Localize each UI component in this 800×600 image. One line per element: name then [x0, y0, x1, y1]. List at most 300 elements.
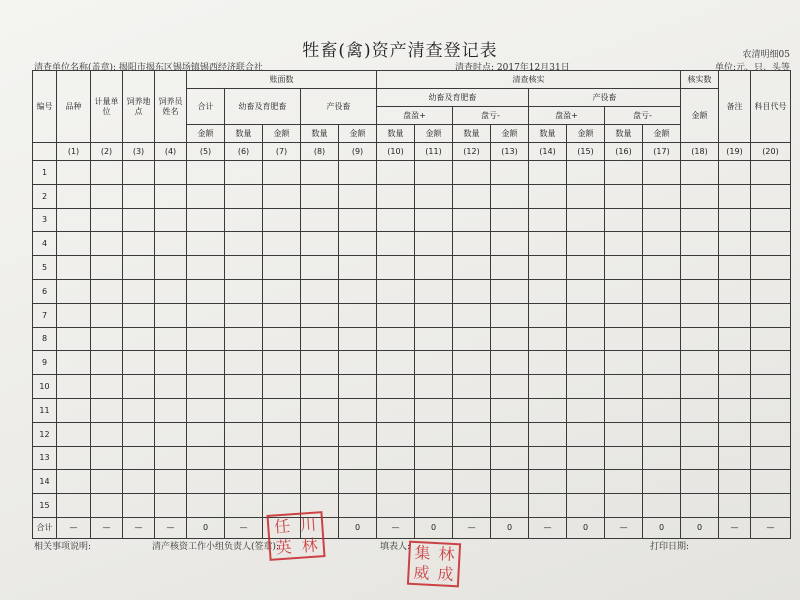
table-cell[interactable]	[605, 208, 643, 232]
table-cell[interactable]	[751, 256, 791, 280]
table-cell[interactable]	[751, 161, 791, 185]
table-cell[interactable]	[377, 279, 415, 303]
table-cell[interactable]	[263, 446, 301, 470]
table-cell[interactable]	[301, 279, 339, 303]
table-cell[interactable]	[681, 375, 719, 399]
table-cell[interactable]	[681, 398, 719, 422]
table-cell[interactable]	[57, 351, 91, 375]
table-cell[interactable]	[605, 184, 643, 208]
table-cell[interactable]	[91, 494, 123, 518]
table-cell[interactable]	[377, 494, 415, 518]
table-cell[interactable]	[91, 232, 123, 256]
table-cell[interactable]	[415, 470, 453, 494]
table-cell[interactable]	[57, 398, 91, 422]
table-cell[interactable]	[751, 375, 791, 399]
table-cell[interactable]	[301, 184, 339, 208]
table-cell[interactable]	[681, 232, 719, 256]
table-cell[interactable]	[339, 422, 377, 446]
table-cell[interactable]	[567, 375, 605, 399]
table-cell[interactable]	[187, 161, 225, 185]
table-cell[interactable]	[57, 375, 91, 399]
table-cell[interactable]	[605, 470, 643, 494]
table-cell[interactable]	[377, 232, 415, 256]
table-cell[interactable]	[529, 184, 567, 208]
table-cell[interactable]	[339, 303, 377, 327]
table-cell[interactable]	[123, 351, 155, 375]
table-cell[interactable]	[453, 494, 491, 518]
table-cell[interactable]	[339, 184, 377, 208]
table-cell[interactable]	[187, 351, 225, 375]
table-cell[interactable]	[225, 184, 263, 208]
table-cell[interactable]	[719, 470, 751, 494]
table-cell[interactable]	[155, 470, 187, 494]
table-cell[interactable]	[187, 375, 225, 399]
table-cell[interactable]	[643, 184, 681, 208]
table-cell[interactable]	[301, 303, 339, 327]
table-cell[interactable]	[155, 161, 187, 185]
table-cell[interactable]	[263, 161, 301, 185]
table-cell[interactable]	[225, 470, 263, 494]
table-cell[interactable]	[91, 161, 123, 185]
table-cell[interactable]	[123, 422, 155, 446]
table-cell[interactable]	[339, 327, 377, 351]
table-cell[interactable]	[377, 446, 415, 470]
table-cell[interactable]	[491, 398, 529, 422]
table-cell[interactable]	[567, 398, 605, 422]
table-cell[interactable]	[91, 375, 123, 399]
table-cell[interactable]	[719, 351, 751, 375]
table-cell[interactable]	[339, 279, 377, 303]
table-cell[interactable]	[187, 494, 225, 518]
table-cell[interactable]	[301, 470, 339, 494]
table-cell[interactable]	[187, 303, 225, 327]
table-cell[interactable]	[491, 303, 529, 327]
table-cell[interactable]	[187, 208, 225, 232]
table-cell[interactable]	[719, 184, 751, 208]
table-cell[interactable]	[91, 279, 123, 303]
table-cell[interactable]	[567, 327, 605, 351]
table-cell[interactable]	[751, 446, 791, 470]
table-cell[interactable]	[155, 375, 187, 399]
table-cell[interactable]	[57, 327, 91, 351]
table-cell[interactable]	[453, 279, 491, 303]
table-cell[interactable]	[453, 303, 491, 327]
table-cell[interactable]	[339, 398, 377, 422]
table-cell[interactable]	[339, 232, 377, 256]
table-cell[interactable]	[681, 494, 719, 518]
table-cell[interactable]	[187, 398, 225, 422]
table-cell[interactable]	[187, 184, 225, 208]
table-cell[interactable]	[415, 256, 453, 280]
table-cell[interactable]	[643, 446, 681, 470]
table-cell[interactable]	[377, 256, 415, 280]
table-cell[interactable]	[529, 446, 567, 470]
table-cell[interactable]	[719, 398, 751, 422]
table-cell[interactable]	[377, 303, 415, 327]
table-cell[interactable]	[453, 161, 491, 185]
table-cell[interactable]	[91, 398, 123, 422]
table-cell[interactable]	[605, 375, 643, 399]
table-cell[interactable]	[123, 232, 155, 256]
table-cell[interactable]	[529, 422, 567, 446]
table-cell[interactable]	[123, 184, 155, 208]
table-cell[interactable]	[415, 184, 453, 208]
table-cell[interactable]	[301, 208, 339, 232]
table-cell[interactable]	[301, 232, 339, 256]
table-cell[interactable]	[529, 279, 567, 303]
table-cell[interactable]	[415, 327, 453, 351]
table-cell[interactable]	[225, 398, 263, 422]
table-cell[interactable]	[339, 208, 377, 232]
table-cell[interactable]	[453, 184, 491, 208]
table-cell[interactable]	[57, 256, 91, 280]
table-cell[interactable]	[681, 446, 719, 470]
table-cell[interactable]	[377, 375, 415, 399]
table-cell[interactable]	[187, 279, 225, 303]
table-cell[interactable]	[301, 327, 339, 351]
table-cell[interactable]	[719, 494, 751, 518]
table-cell[interactable]	[453, 256, 491, 280]
table-cell[interactable]	[155, 446, 187, 470]
table-cell[interactable]	[643, 279, 681, 303]
table-cell[interactable]	[491, 279, 529, 303]
table-cell[interactable]	[719, 256, 751, 280]
table-cell[interactable]	[263, 303, 301, 327]
table-cell[interactable]	[681, 256, 719, 280]
table-cell[interactable]	[643, 398, 681, 422]
table-cell[interactable]	[415, 351, 453, 375]
table-cell[interactable]	[751, 184, 791, 208]
table-cell[interactable]	[123, 327, 155, 351]
table-cell[interactable]	[377, 327, 415, 351]
table-cell[interactable]	[529, 351, 567, 375]
table-cell[interactable]	[263, 279, 301, 303]
table-cell[interactable]	[681, 208, 719, 232]
table-cell[interactable]	[751, 422, 791, 446]
table-cell[interactable]	[529, 327, 567, 351]
table-cell[interactable]	[605, 232, 643, 256]
table-cell[interactable]	[225, 327, 263, 351]
table-cell[interactable]	[605, 351, 643, 375]
table-cell[interactable]	[751, 327, 791, 351]
table-cell[interactable]	[751, 279, 791, 303]
table-cell[interactable]	[155, 398, 187, 422]
table-cell[interactable]	[155, 256, 187, 280]
table-cell[interactable]	[567, 351, 605, 375]
table-cell[interactable]	[225, 494, 263, 518]
table-cell[interactable]	[415, 422, 453, 446]
table-cell[interactable]	[225, 232, 263, 256]
table-cell[interactable]	[719, 232, 751, 256]
table-cell[interactable]	[719, 422, 751, 446]
table-cell[interactable]	[263, 208, 301, 232]
table-cell[interactable]	[529, 256, 567, 280]
stamp-char: 威	[413, 562, 431, 583]
table-cell[interactable]	[529, 494, 567, 518]
table-cell[interactable]	[681, 184, 719, 208]
table-cell[interactable]	[263, 184, 301, 208]
table-cell[interactable]	[415, 446, 453, 470]
table-cell[interactable]	[91, 327, 123, 351]
table-cell[interactable]	[123, 208, 155, 232]
table-cell[interactable]	[339, 256, 377, 280]
table-cell[interactable]	[719, 303, 751, 327]
table-cell[interactable]	[339, 375, 377, 399]
table-cell[interactable]	[91, 208, 123, 232]
table-cell[interactable]	[57, 184, 91, 208]
table-cell[interactable]	[339, 494, 377, 518]
table-cell[interactable]	[491, 232, 529, 256]
table-cell[interactable]	[605, 494, 643, 518]
table-cell[interactable]	[415, 494, 453, 518]
table-cell[interactable]	[91, 470, 123, 494]
table-cell[interactable]	[605, 422, 643, 446]
table-cell[interactable]	[681, 470, 719, 494]
table-cell[interactable]	[529, 398, 567, 422]
table-cell[interactable]	[643, 470, 681, 494]
table-cell[interactable]	[643, 161, 681, 185]
table-cell[interactable]	[567, 470, 605, 494]
table-cell[interactable]	[155, 208, 187, 232]
table-cell[interactable]	[491, 327, 529, 351]
table-cell[interactable]	[155, 351, 187, 375]
table-cell[interactable]	[491, 184, 529, 208]
table-cell[interactable]	[57, 303, 91, 327]
table-cell[interactable]	[377, 184, 415, 208]
table-cell[interactable]	[377, 398, 415, 422]
table-cell[interactable]	[415, 161, 453, 185]
table-cell[interactable]	[529, 208, 567, 232]
table-cell[interactable]	[225, 422, 263, 446]
table-cell[interactable]	[263, 375, 301, 399]
table-cell[interactable]	[123, 279, 155, 303]
table-cell[interactable]	[453, 208, 491, 232]
table-cell[interactable]	[123, 256, 155, 280]
table-cell[interactable]	[263, 470, 301, 494]
table-cell[interactable]	[605, 446, 643, 470]
table-cell[interactable]	[301, 375, 339, 399]
table-cell[interactable]	[453, 398, 491, 422]
table-cell[interactable]	[263, 398, 301, 422]
table-cell[interactable]	[491, 208, 529, 232]
table-cell[interactable]	[643, 208, 681, 232]
table-cell[interactable]	[415, 375, 453, 399]
table-cell[interactable]	[377, 351, 415, 375]
table-cell[interactable]	[529, 161, 567, 185]
table-cell[interactable]	[123, 470, 155, 494]
table-cell[interactable]	[301, 422, 339, 446]
table-cell[interactable]	[377, 208, 415, 232]
table-cell[interactable]	[301, 256, 339, 280]
table-cell[interactable]	[605, 279, 643, 303]
table-cell[interactable]	[91, 422, 123, 446]
table-cell[interactable]	[187, 232, 225, 256]
table-cell[interactable]	[453, 375, 491, 399]
table-cell[interactable]	[751, 398, 791, 422]
table-cell[interactable]	[643, 422, 681, 446]
table-cell[interactable]	[123, 161, 155, 185]
table-cell[interactable]	[415, 232, 453, 256]
table-cell[interactable]	[91, 446, 123, 470]
table-cell[interactable]	[263, 422, 301, 446]
table-cell[interactable]	[415, 303, 453, 327]
table-cell[interactable]	[301, 398, 339, 422]
table-cell[interactable]	[155, 494, 187, 518]
table-cell[interactable]	[719, 327, 751, 351]
table-cell[interactable]	[123, 494, 155, 518]
table-cell[interactable]	[339, 446, 377, 470]
table-cell[interactable]	[567, 422, 605, 446]
table-cell[interactable]	[123, 303, 155, 327]
table-cell[interactable]	[187, 446, 225, 470]
table-cell[interactable]	[529, 303, 567, 327]
table-cell[interactable]	[567, 184, 605, 208]
table-cell[interactable]	[491, 422, 529, 446]
table-cell[interactable]	[339, 470, 377, 494]
table-cell[interactable]	[491, 446, 529, 470]
table-cell[interactable]	[491, 470, 529, 494]
table-cell[interactable]	[529, 470, 567, 494]
table-cell[interactable]	[57, 208, 91, 232]
table-cell[interactable]	[751, 494, 791, 518]
table-cell[interactable]	[225, 351, 263, 375]
table-cell[interactable]	[91, 184, 123, 208]
table-cell[interactable]	[301, 446, 339, 470]
table-cell[interactable]	[643, 375, 681, 399]
table-cell[interactable]	[453, 327, 491, 351]
table-cell[interactable]	[529, 232, 567, 256]
table-cell[interactable]	[225, 279, 263, 303]
table-cell[interactable]	[263, 256, 301, 280]
table-cell[interactable]	[57, 470, 91, 494]
table-cell[interactable]	[751, 208, 791, 232]
table-cell[interactable]	[339, 351, 377, 375]
table-cell[interactable]	[91, 303, 123, 327]
table-cell[interactable]	[57, 161, 91, 185]
table-cell[interactable]	[155, 303, 187, 327]
table-cell[interactable]	[225, 256, 263, 280]
table-cell[interactable]	[605, 256, 643, 280]
table-cell[interactable]	[377, 161, 415, 185]
table-cell[interactable]	[643, 351, 681, 375]
table-cell[interactable]	[57, 422, 91, 446]
table-cell[interactable]	[187, 327, 225, 351]
table-cell[interactable]	[225, 446, 263, 470]
table-cell[interactable]	[643, 232, 681, 256]
table-cell[interactable]	[263, 351, 301, 375]
table-cell[interactable]	[491, 161, 529, 185]
table-cell[interactable]	[605, 303, 643, 327]
form-title: 牲畜(禽)资产清查登记表	[302, 41, 498, 61]
table-cell[interactable]	[605, 327, 643, 351]
table-cell[interactable]	[155, 232, 187, 256]
table-cell[interactable]	[123, 398, 155, 422]
table-cell[interactable]	[57, 279, 91, 303]
table-cell[interactable]	[225, 303, 263, 327]
table-cell[interactable]	[681, 351, 719, 375]
table-cell[interactable]	[567, 446, 605, 470]
table-cell[interactable]	[123, 446, 155, 470]
table-cell[interactable]	[155, 327, 187, 351]
table-cell[interactable]	[719, 161, 751, 185]
table-cell[interactable]	[225, 375, 263, 399]
table-cell[interactable]	[719, 208, 751, 232]
table-cell[interactable]	[187, 256, 225, 280]
table-cell[interactable]	[377, 422, 415, 446]
table-cell[interactable]	[567, 279, 605, 303]
table-cell[interactable]	[123, 375, 155, 399]
table-cell[interactable]	[567, 232, 605, 256]
table-cell[interactable]	[567, 161, 605, 185]
table-cell[interactable]	[751, 232, 791, 256]
table-cell[interactable]	[719, 446, 751, 470]
table-cell[interactable]	[605, 398, 643, 422]
table-cell[interactable]	[681, 161, 719, 185]
table-cell[interactable]	[301, 351, 339, 375]
table-cell[interactable]	[643, 327, 681, 351]
table-cell[interactable]	[415, 279, 453, 303]
table-cell[interactable]	[719, 279, 751, 303]
table-cell[interactable]	[491, 375, 529, 399]
table-cell[interactable]	[681, 327, 719, 351]
table-cell[interactable]	[453, 446, 491, 470]
table-cell[interactable]	[187, 470, 225, 494]
table-cell[interactable]	[453, 422, 491, 446]
table-cell[interactable]	[57, 494, 91, 518]
table-cell[interactable]	[155, 184, 187, 208]
table-cell[interactable]	[453, 232, 491, 256]
table-cell[interactable]	[57, 232, 91, 256]
table-cell[interactable]	[681, 422, 719, 446]
table-cell[interactable]	[225, 208, 263, 232]
table-cell[interactable]	[91, 256, 123, 280]
table-cell[interactable]	[453, 470, 491, 494]
table-cell[interactable]	[155, 279, 187, 303]
table-cell[interactable]	[415, 208, 453, 232]
table-cell[interactable]	[643, 256, 681, 280]
table-cell[interactable]	[263, 327, 301, 351]
table-cell[interactable]	[751, 303, 791, 327]
table-cell[interactable]	[415, 398, 453, 422]
table-cell[interactable]	[567, 256, 605, 280]
table-cell[interactable]	[301, 161, 339, 185]
table-cell[interactable]	[91, 351, 123, 375]
table-cell[interactable]	[339, 161, 377, 185]
table-cell[interactable]	[643, 494, 681, 518]
table-cell[interactable]	[567, 208, 605, 232]
table-cell[interactable]	[567, 494, 605, 518]
table-cell[interactable]	[187, 422, 225, 446]
table-cell[interactable]	[751, 351, 791, 375]
table-cell[interactable]	[681, 279, 719, 303]
table-cell[interactable]	[377, 470, 415, 494]
table-cell[interactable]	[643, 303, 681, 327]
table-cell[interactable]	[567, 303, 605, 327]
table-cell[interactable]	[681, 303, 719, 327]
table-cell[interactable]	[155, 422, 187, 446]
table-cell[interactable]	[491, 256, 529, 280]
table-cell[interactable]	[263, 232, 301, 256]
table-cell[interactable]	[529, 375, 567, 399]
table-cell[interactable]	[225, 161, 263, 185]
table-cell[interactable]	[57, 446, 91, 470]
table-cell[interactable]	[719, 375, 751, 399]
table-cell[interactable]	[751, 470, 791, 494]
table-cell[interactable]	[491, 351, 529, 375]
table-cell[interactable]	[491, 494, 529, 518]
table-cell[interactable]	[605, 161, 643, 185]
table-cell[interactable]	[453, 351, 491, 375]
